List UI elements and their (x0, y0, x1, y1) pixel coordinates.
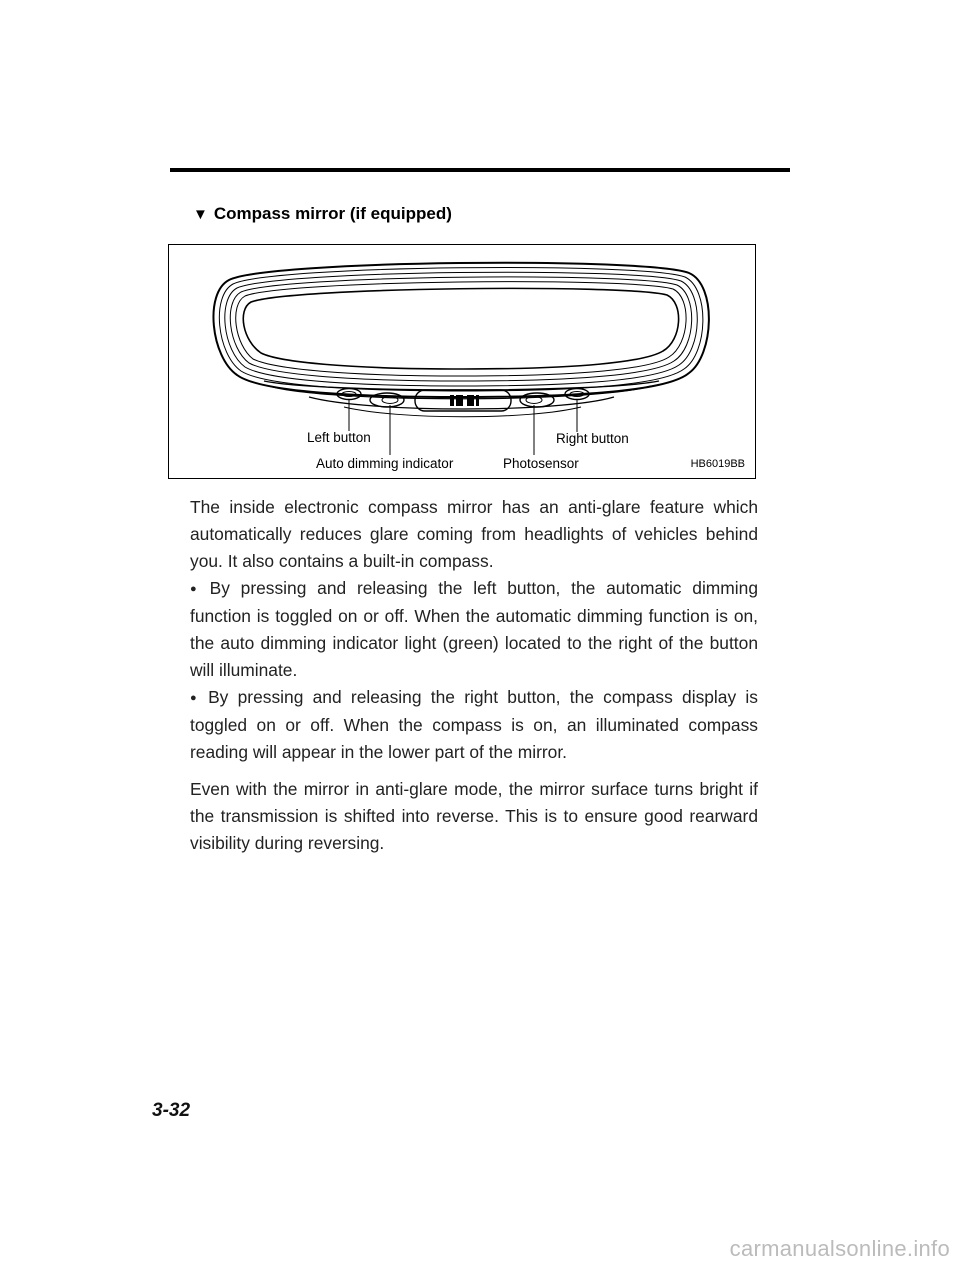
mirror-figure (168, 244, 756, 479)
figure-code: HB6019BB (690, 458, 745, 470)
top-rule (170, 168, 790, 172)
mirror-illustration (169, 245, 756, 479)
page-number: 3-32 (152, 1100, 191, 1121)
right-button-label: Right button (556, 431, 629, 446)
bullet-icon: ● (190, 583, 203, 595)
intro-paragraph: The inside electronic compass mirror has an anti-glare feature which automatically reduces glare coming from headlights of vehicles behind you. It also contains a built-in compass. (190, 497, 758, 571)
bullet-icon: ● (190, 692, 202, 704)
auto-dimming-indicator-label: Auto dimming indicator (316, 456, 454, 471)
section-title: Compass mirror (if equipped) (213, 204, 452, 223)
section-heading (193, 204, 452, 224)
bullet-text: By pressing and releasing the right button, the compass display is toggled on or off. When the compass is on, an illuminated compass reading will appear in the lower part of the mirror. (190, 687, 758, 762)
watermark: carmanualsonline.info (729, 1236, 950, 1261)
reverse-note-paragraph: Even with the mirror in anti-glare mode, the mirror surface turns bright if the transmission is shifted into reverse. This is to ensure good rearward visibility during reversing. (190, 779, 758, 853)
body-text (190, 494, 758, 857)
bullet-text: By pressing and releasing the left button, the automatic dimming function is toggled on or off. When the automatic dimming function is on, the auto dimming indicator light (green) located to the right of the button will illuminate. (190, 578, 758, 680)
bullet-item-left-button (190, 575, 758, 684)
left-button-label: Left button (307, 430, 371, 445)
bullet-item-right-button (190, 684, 758, 766)
triangle-down-icon: ▼ (193, 206, 208, 223)
photosensor-label: Photosensor (503, 456, 579, 471)
